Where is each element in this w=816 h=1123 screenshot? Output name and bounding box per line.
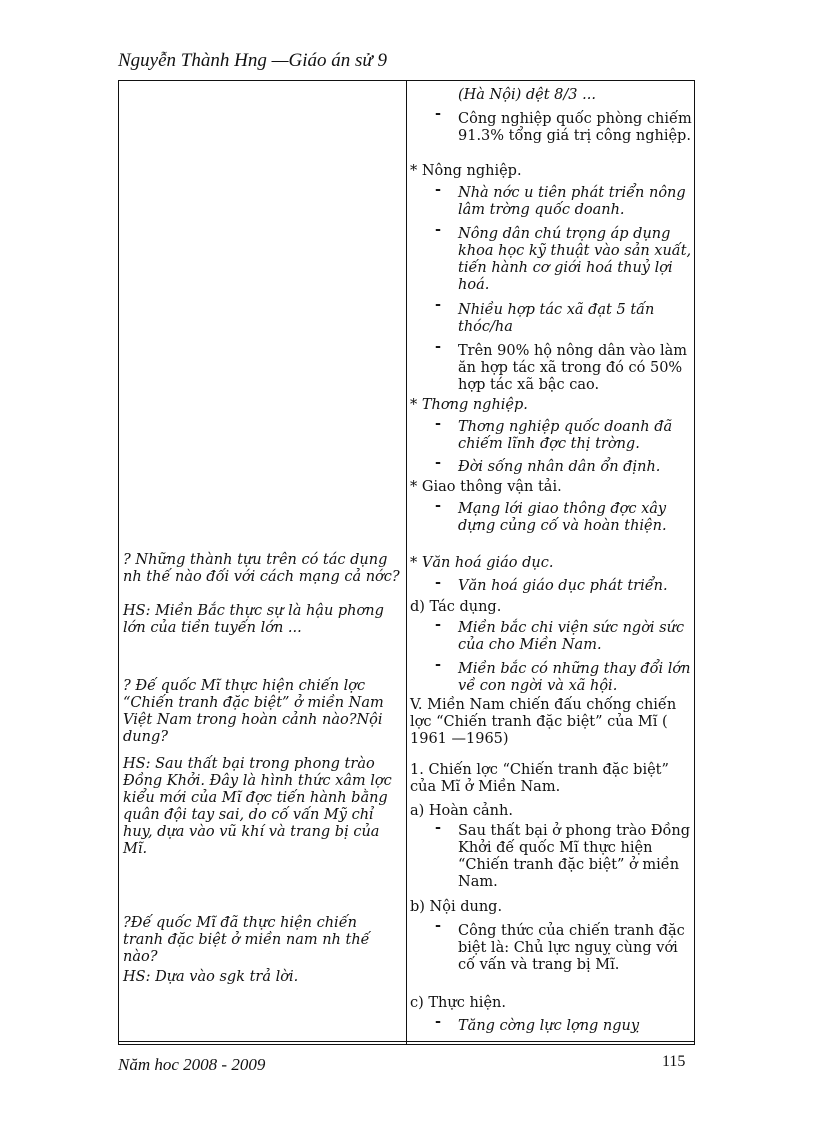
bullet-dash: -	[434, 454, 442, 471]
page-header: Nguyễn Thành Hng —Giáo án sử 9	[118, 50, 387, 71]
question-1: ? Những thành tựu trên có tác dụng nh thế nào đối với cách mạng cả nớc?	[123, 552, 400, 585]
heading-tac-dung: d) Tác dụng.	[410, 599, 502, 615]
bullet-dash: -	[434, 574, 442, 591]
column-divider	[406, 81, 407, 1044]
bullet-dash: -	[434, 497, 442, 514]
bullet-doi-song: Đời sống nhân dân ổn định.	[458, 459, 661, 475]
heading-giao-thong: * Giao thông vận tải.	[410, 479, 562, 495]
bullet-nong-dan: Nông dân chú trọng áp dụng khoa học kỹ thuật vào sản xuất, tiến hành cơ giới hoá thuỷ lợi hoá.	[458, 226, 692, 293]
bullet-dash: -	[434, 338, 442, 355]
bullet-noi-dung: Công thức của chiến tranh đặc biệt là: Chủ lực nguỵ cùng với cố vấn và trang bị Mĩ.	[458, 923, 685, 973]
answer-3: HS: Dựa vào sgk trả lời.	[123, 969, 299, 985]
question-3: ?Đế quốc Mĩ đã thực hiện chiến tranh đặc biệt ở miền nam nh thế nào?	[123, 915, 370, 965]
bullet-dash: -	[434, 296, 442, 313]
line-hanoi: (Hà Nội) dệt 8/3 ...	[458, 87, 596, 103]
bullet-dash: -	[434, 819, 442, 836]
school-year: Năm hoc 2008 - 2009	[118, 1055, 266, 1074]
heading-chien-luoc: 1. Chiến lợc “Chiến tranh đặc biệt” của Mĩ ở Miền Nam.	[410, 762, 669, 795]
bullet-dash: -	[434, 1013, 442, 1030]
bullet-van-hoa: Văn hoá giáo dục phát triển.	[458, 578, 668, 594]
bullet-dash: -	[434, 917, 442, 934]
bullet-thuong-nghiep: Thơng nghiệp quốc doanh đã chiếm lĩnh đợc thị trờng.	[458, 419, 673, 452]
heading-section-v: V. Miền Nam chiến đấu chống chiến lợc “Chiến tranh đặc biệt” của Mĩ ( 1961 —1965)	[410, 697, 677, 747]
heading-van-hoa: * Văn hoá giáo dục.	[410, 555, 554, 571]
bullet-thuc-hien: Tăng cờng lực lợng nguỵ	[458, 1018, 640, 1034]
bullet-nha-nuoc: Nhà nớc u tiên phát triển nông lâm trờng quốc doanh.	[458, 185, 686, 218]
bullet-mang-luoi: Mạng lới giao thông đợc xây dựng củng cố và hoàn thiện.	[458, 501, 667, 534]
heading-thuong-nghiep: * Thơng nghiệp.	[410, 397, 528, 413]
bullet-dash: -	[434, 616, 442, 633]
answer-1: HS: Miền Bắc thực sự là hậu phơng lớn của tiền tuyến lớn ...	[123, 603, 384, 636]
heading-noi-dung: b) Nội dung.	[410, 899, 503, 915]
page-number: 115	[662, 1053, 686, 1070]
answer-2: HS: Sau thất bại trong phong trào Đồng Khởi. Đây là hình thức xâm lợc kiểu mới của Mĩ đợc tiến hành bằng quân đội tay sai, do cố vấn Mỹ chỉ huy, dựa vào vũ khí và trang bị của Mĩ.	[123, 756, 392, 857]
question-2: ? Đế quốc Mĩ thực hiện chiến lợc “Chiến tranh đặc biệt” ở miền Nam Việt Nam trong hoàn cảnh nào?Nội dung?	[123, 678, 384, 745]
lesson-table	[118, 80, 695, 1045]
bullet-dash: -	[434, 656, 442, 673]
heading-nong-nghiep: * Nông nghiệp.	[410, 163, 522, 179]
bullet-dash: -	[434, 105, 442, 122]
bullet-dash: -	[434, 415, 442, 432]
bullet-hoan-canh: Sau thất bại ở phong trào Đồng Khởi đế quốc Mĩ thực hiện “Chiến tranh đặc biệt” ở miền Nam.	[458, 823, 691, 890]
bullet-dash: -	[434, 221, 442, 238]
bullet-cong-nghiep: Công nghiệp quốc phòng chiếm 91.3% tổng giá trị công nghiệp.	[458, 111, 692, 144]
bullet-ho-nong-dan: Trên 90% hộ nông dân vào làm ăn hợp tác xã trong đó có 50% hợp tác xã bậc cao.	[458, 343, 688, 393]
bullet-dash: -	[434, 181, 442, 198]
heading-hoan-canh: a) Hoàn cảnh.	[410, 803, 513, 819]
bullet-thay-doi: Miền bắc có những thay đổi lớn về con ngời và xã hội.	[458, 661, 691, 694]
table-bottom-rule	[119, 1041, 694, 1042]
bullet-hop-tac-xa: Nhiều hợp tác xã đạt 5 tấn thóc/ha	[458, 302, 655, 335]
heading-thuc-hien: c) Thực hiện.	[410, 995, 506, 1011]
bullet-chi-vien: Miền bắc chi viện sức ngời sức của cho Miền Nam.	[458, 620, 685, 653]
